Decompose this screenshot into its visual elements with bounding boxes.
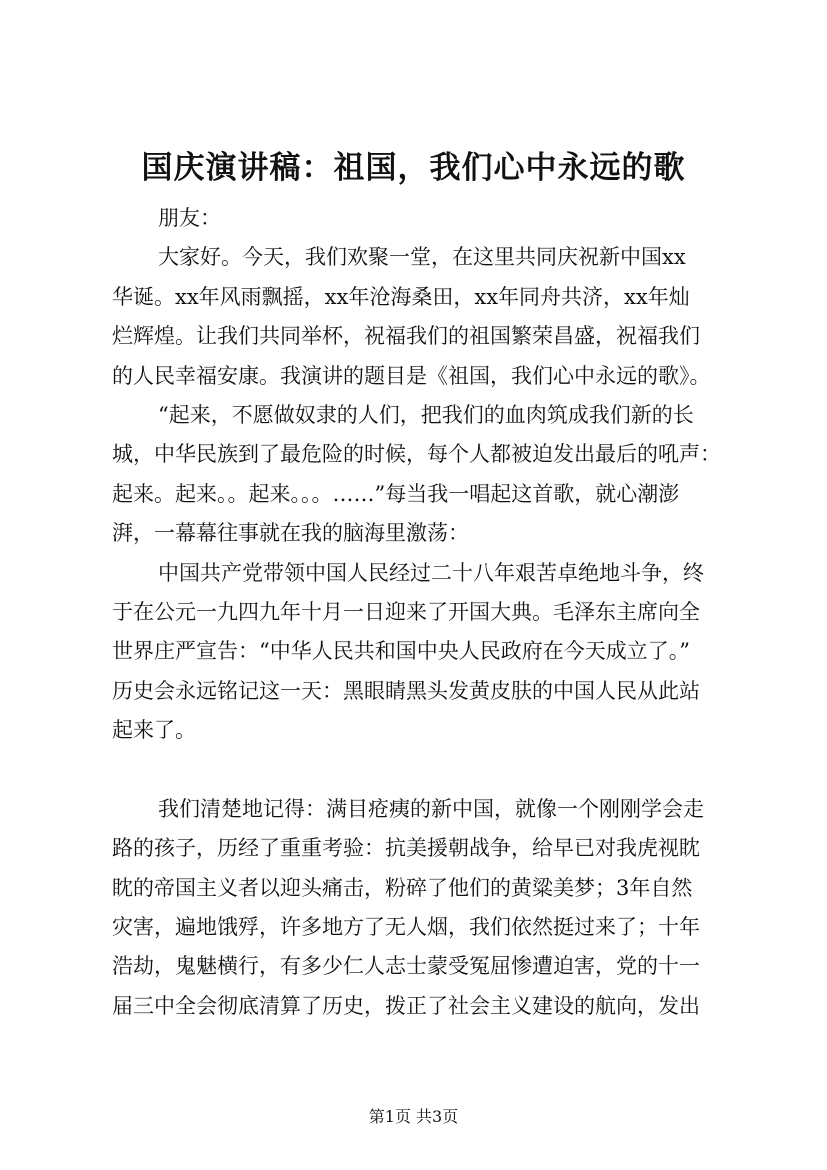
paragraph-line: 烂辉煌。让我们共同举杯，祝福我们的祖国繁荣昌盛，祝福我们 <box>112 324 700 349</box>
paragraph-line: 华诞。xx年风雨飘摇，xx年沧海桑田，xx年同舟共济，xx年灿 <box>112 284 690 309</box>
paragraph-line: 朋友： <box>158 206 221 230</box>
paragraph-line: 浩劫，鬼魅横行，有多少仁人志士蒙受冤屈惨遭迫害，党的十一 <box>112 954 700 979</box>
paragraph-line: 届三中全会彻底清算了历史，拨正了社会主义建设的航向，发出 <box>112 993 700 1018</box>
paragraph-line: 中国共产党带领中国人民经过二十八年艰苦卓绝地斗争，终 <box>158 560 704 585</box>
paragraph-line: 湃，一幕幕往事就在我的脑海里激荡： <box>112 521 469 546</box>
paragraph-line: 路的孩子，历经了重重考验：抗美援朝战争，给早已对我虎视眈 <box>112 836 700 861</box>
paragraph-line: 大家好。今天，我们欢聚一堂，在这里共同庆祝新中国xx <box>158 245 686 270</box>
paragraph-line: 起来。起来。。起来。。。……”每当我一唱起这首歌，就心潮澎 <box>112 481 680 506</box>
paragraph-line: 于在公元一九四九年十月一日迎来了开国大典。毛泽东主席向全 <box>112 599 700 624</box>
paragraph-gap <box>112 750 722 789</box>
paragraph-line: 城，中华民族到了最危险的时候，每个人都被迫发出最后的吼声： <box>112 442 721 467</box>
paragraph-line: 眈的帝国主义者以迎头痛击，粉碎了他们的黄粱美梦；3年自然 <box>112 875 693 900</box>
paragraph-line: “起来，不愿做奴隶的人们，把我们的血肉筑成我们新的长 <box>158 402 694 427</box>
paragraph-line: 我们清楚地记得：满目疮痍的新中国，就像一个刚刚学会走 <box>158 796 704 821</box>
paragraph-line: 历史会永远铭记这一天：黑眼睛黑头发黄皮肤的中国人民从此站 <box>112 678 700 703</box>
paragraph-line: 起来了。 <box>112 718 196 743</box>
document-title: 国庆演讲稿：祖国，我们心中永远的歌 <box>141 150 686 186</box>
document-body <box>112 199 722 1026</box>
paragraph-line: 灾害，遍地饿殍，许多地方了无人烟，我们依然挺过来了；十年 <box>112 915 700 940</box>
page-number-footer: 第1页 共3页 <box>368 1107 459 1126</box>
paragraph-line: 世界庄严宣告：“中华人民共和国中央人民政府在今天成立了。” <box>112 639 690 664</box>
paragraph-line: 的人民幸福安康。我演讲的题目是《祖国，我们心中永远的歌》。 <box>112 363 711 388</box>
